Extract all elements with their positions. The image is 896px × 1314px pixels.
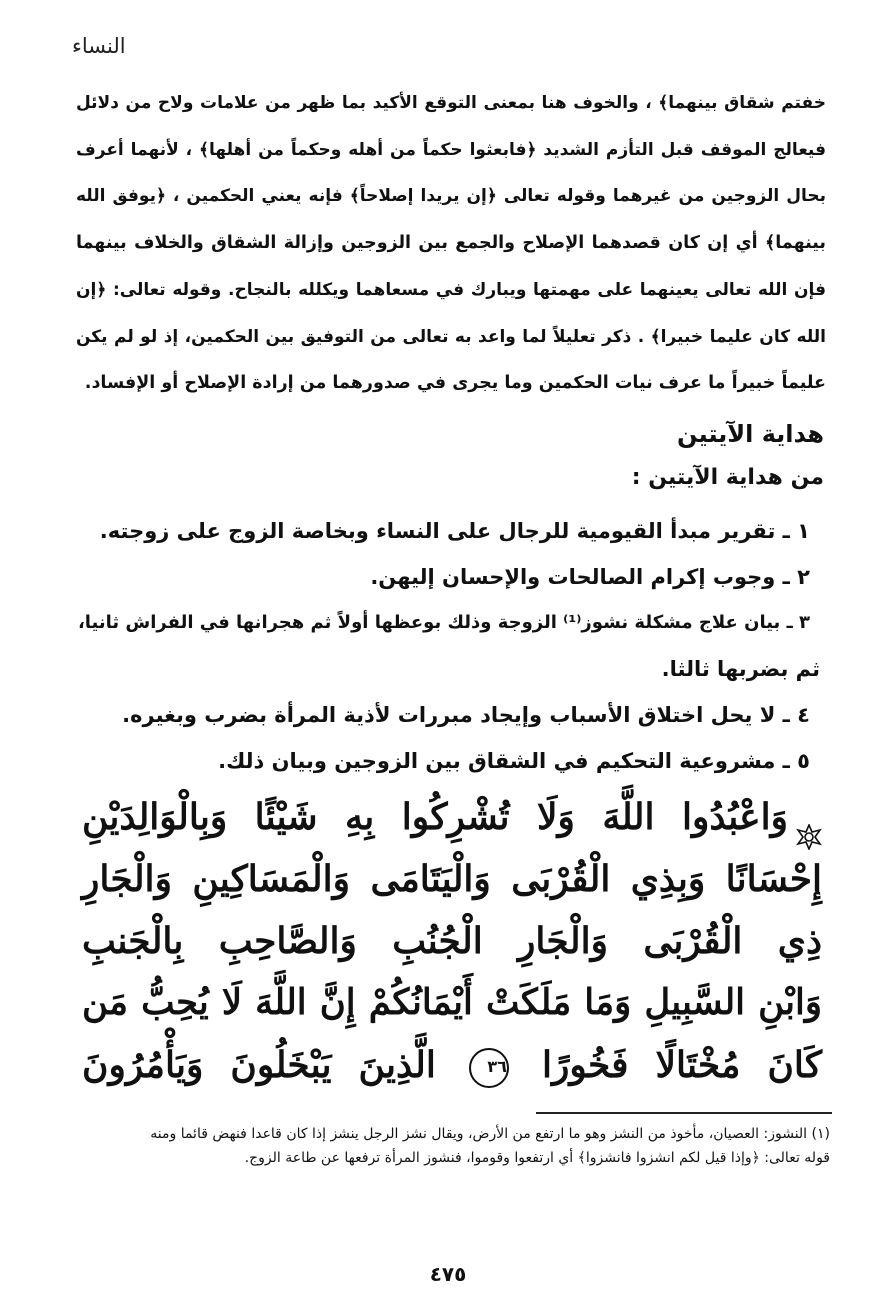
text-line: عليماً خبيراً ما عرف نيات الحكمين وما يجرى في صدورهما من إرادة الإصلاح أو الإفساد. <box>84 373 826 394</box>
footnote-line: (١) النشوز: العصيان، مأخوذ من النشز وهو ما ارتفع من الأرض، ويقال نشز الرجل ينشز إذا كان قاعدا فنهض قائما ومنه <box>150 1126 830 1142</box>
page-number: ٤٧٥ <box>429 1262 467 1286</box>
list-item: ٣ ـ بيان علاج مشكلة نشوز⁽¹⁾ الزوجة وذلك بوعظها أولاً ثم هجرانها في الفراش ثانيا، <box>77 612 810 633</box>
verse-line: إِحْسَانًا وَبِذِي الْقُرْبَى وَالْيَتَامَى وَالْمَسَاكِينِ وَالْجَارِ <box>82 858 822 900</box>
text-line: خفتم شقاق بينهما﴾ ، والخوف هنا بمعنى التوقع الأكيد بما ظهر من علامات ولاح من دلائل <box>76 93 826 113</box>
rosette-icon <box>796 807 822 833</box>
text-line: فيعالج الموقف قبل التأزم الشديد ﴿فابعثوا حكماً من أهله وحكماً من أهلها﴾ ، لأنهما أعرف <box>76 139 826 160</box>
quran-verse-block <box>82 786 822 1096</box>
verse-line: وَابْنِ السَّبِيلِ وَمَا مَلَكَتْ أَيْمَانُكُمْ إِنَّ اللَّهَ لَا يُحِبُّ مَن <box>82 982 822 1023</box>
section-title: هداية الآيتين <box>677 420 824 448</box>
text-line: بحال الزوجين من غيرهما وقوله تعالى ﴿إن يريدا إصلاحاً﴾ فإنه يعني الحكمين ، ﴿يوفق الله <box>76 186 826 207</box>
footnote-divider <box>536 1112 832 1114</box>
ayah-number-icon: ٣٦ <box>469 1048 509 1088</box>
section-subtitle: من هداية الآيتين : <box>631 465 824 490</box>
list-item-continuation: ثم بضربها ثالثا. <box>661 657 820 681</box>
footnote-line: قوله تعالى: ﴿وإذا قيل لكم انشزوا فانشزوا﴾ أي ارتفعوا وقوموا، فنشوز المرأة ترفعها عن طاعة الزوج. <box>244 1150 830 1166</box>
list-item: ٤ ـ لا يحل اختلاق الأسباب وإيجاد مبررات لأذية المرأة بضرب وبغيره. <box>122 703 810 727</box>
guidance-list <box>66 508 820 784</box>
verse-text: كَانَ مُخْتَالًا فَخُورًا <box>542 1044 822 1086</box>
text-line: الله كان عليما خبيرا﴾ . ذكر تعليلاً لما واعد به تعالى من التوفيق بين الحكمين، إذ لو لم يكن <box>76 326 826 347</box>
text-line: بينهما﴾ أي إن كان قصدهما الإصلاح والجمع بين الزوجين وإزالة الشقاق والخلاف بينهما <box>76 233 826 254</box>
tafsir-paragraph <box>76 80 826 407</box>
list-item: ٢ ـ وجوب إكرام الصالحات والإحسان إليهن. <box>370 565 810 589</box>
verse-text: الَّذِينَ يَبْخَلُونَ وَيَأْمُرُونَ <box>82 1044 436 1086</box>
verse-text: وَاعْبُدُوا اللَّهَ وَلَا تُشْرِكُوا بِهِ شَيْئًا وَبِالْوَالِدَيْنِ <box>82 796 788 838</box>
verse-line: ذِي الْقُرْبَى وَالْجَارِ الْجُنُبِ وَالصَّاحِبِ بِالْجَنبِ <box>82 920 822 962</box>
list-item: ٥ ـ مشروعية التحكيم في الشقاق بين الزوجين وبيان ذلك. <box>218 749 810 773</box>
verse-line <box>82 786 822 848</box>
verse-line <box>82 1034 822 1096</box>
text-line: فإن الله تعالى يعينهما على مهمتها ويبارك في مسعاهما ويكلله بالنجاح. وقوله تعالى: ﴿إن <box>76 279 826 300</box>
running-header: النساء <box>72 34 126 58</box>
list-item: ١ ـ تقرير مبدأ القيومية للرجال على النساء وبخاصة الزوج على زوجته. <box>99 519 810 543</box>
footnote <box>70 1122 830 1170</box>
